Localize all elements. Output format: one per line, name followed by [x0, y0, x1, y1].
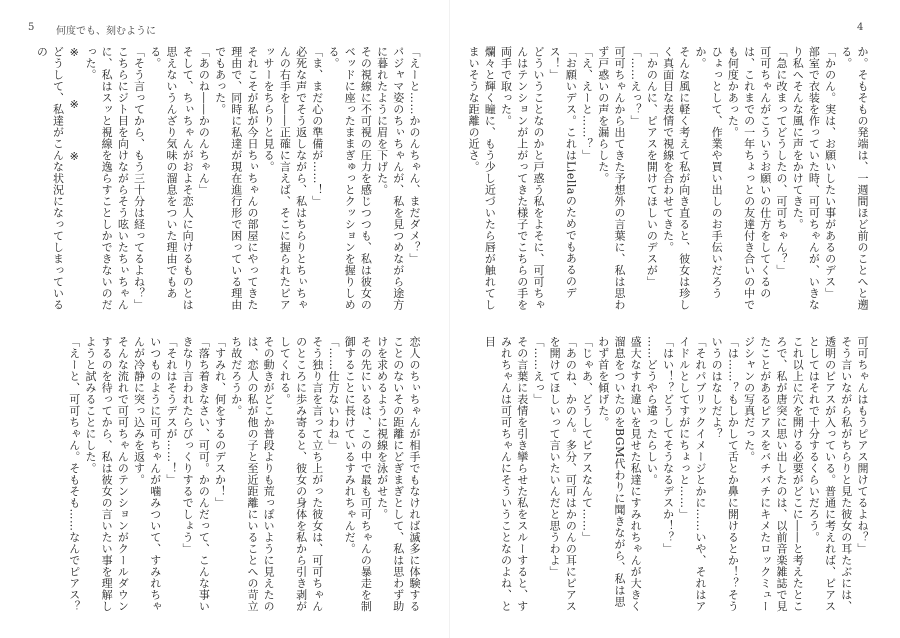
- text-line: 「落ち着きなさい、可可。かのんだって、こんな事いきなり言われたらびっくりするでしょう」: [181, 336, 211, 612]
- text-line: どういうことなのかと戸惑う私をよそに、可可ちゃんはテンションが上がってきた様子でこちらの手を両手で取った。: [499, 46, 545, 311]
- left-page-bottom-text: [32, 336, 422, 616]
- text-line: ひょっとして、作業や買い出しのお手伝いだろうか。: [693, 46, 724, 299]
- text-line: 「……仕方ないわね」: [326, 336, 340, 451]
- text-line: その視線に不可視の圧力を感じつつも、私は彼女のベッドに座ったままぎゅっとクッションを握りしめる。: [326, 46, 373, 311]
- text-line: 「あのね、かのん。多分、可可はかのんの耳にピアスを開けてほしいって言いたいんだと思うわよ」: [548, 336, 578, 612]
- text-line: 「かのん。実は、お願いしたい事があるのデス」: [823, 46, 837, 299]
- left-folio-number: 5: [28, 22, 35, 33]
- text-line: 「えーと……かのんちゃん、まだダメ？」: [408, 46, 421, 265]
- text-line: その言葉に表情を引き攣らせた私をスルーすると、すみれちゃんは可可ちゃんにそういうことなのよね、と目: [483, 336, 529, 612]
- text-line: 「かのんに、ピアスを開けてほしいのデスが」: [645, 46, 659, 288]
- text-line: いつものように可可ちゃんが噛みついて、すみれちゃんが冷静に突っ込みを返す。: [132, 336, 162, 612]
- text-line: 可可ちゃんはもうピアス開けてるよね？」: [856, 336, 869, 555]
- text-line: 部室で衣装を作っていた時、可可ちゃんが、いきなり私へそんな風に声をかけてきた。: [791, 46, 821, 311]
- text-line: 「あのね――かのんちゃん」: [197, 46, 211, 196]
- left-page-top-text: [32, 46, 422, 314]
- text-line: ……どうやら違ったらしい。: [645, 336, 659, 486]
- text-line: どうして、私達がこんな状況になってしまっているの: [35, 46, 65, 311]
- text-line: そんな風に軽く考えて私が向き直ると、彼女は珍しく真面目な表情で視線を合わせてきた。: [661, 46, 691, 311]
- right-page-top-text: [467, 46, 870, 314]
- text-line: 「……えっ」: [531, 336, 545, 405]
- text-line: 「はい！？どうしてそうなるデスか！？」: [661, 336, 675, 555]
- text-line: パジャマ姿のちぃちゃんが、私を見つめながら途方に暮れたように眉を下げた。: [375, 46, 405, 311]
- text-line: 「それパブリックイメージとかに……いや、それはアイドルとしてすがにちょっと……」: [677, 336, 707, 612]
- running-title: 何度でも、刻むように: [56, 26, 156, 37]
- text-line: 「じゃあ、どうしてピアスなんて……」: [580, 336, 594, 543]
- text-line: 「えーと、可可ちゃん。そもそも……なんでピアス？: [67, 336, 81, 612]
- text-line: か。そもそもの発端は、一週間ほど前のことへと遡る。: [839, 46, 869, 311]
- text-line: そう言いながら私がちらりと見た彼女の耳たぶには、透明のピアスが入っている。普通に考えれば、ピアスとしてはそれで十分するくらいだろう。: [807, 336, 853, 612]
- text-line: 盛大なすれ違いを見せた私達にすみれちゃんが大きく溜息をついたのをBGM代わりに聞きながら、私は思わず首を傾げた。: [596, 336, 643, 612]
- text-line: 必死な声でそう返しながら、私はちらりとちぃちゃんの右手を――正確に言えば、そこに握られたピアッサーをちらりと見る。: [262, 46, 308, 311]
- text-line: 「急に改まってどうしたの、可可ちゃん？」: [774, 46, 788, 276]
- text-line: 「すみれ、何をするのデスか！」: [213, 336, 227, 509]
- text-line: そう独り言を言って立ち上がった彼女は、可可ちゃんのところに歩み寄ると、彼女の身体を私から引き剥がしてくれる。: [278, 336, 324, 612]
- text-line: 「ま、まだ心の準備が……！」: [310, 46, 324, 207]
- text-line: こちらにジト目を向けながらそう呟いたちぃちゃんに、私はスッと視線を逸らすことしかできないのだった。: [83, 46, 130, 311]
- text-line: そして、ちぃちゃんがおよそ恋人に向けるものとは思えないうんざり気味の溜息をついた理由でもある。: [148, 46, 195, 311]
- text-line: 爛々と輝く瞳に、もう少し近づいたら唇が触れてしまいそうな距離の近さ。: [467, 46, 497, 311]
- text-line: そんな流れで可可ちゃんのテンションがクールダウンするのを待ってから、私は彼女の言いたい事を理解しようと試みることにした。: [83, 336, 130, 612]
- text-line: 可可ちゃんがこういうお願いの仕方をしてくるのは、これまでの一年ちょっとの友達付き合いの中でも何度かあった。: [726, 46, 772, 311]
- text-line: 「……えっ？」: [629, 46, 643, 127]
- text-line: 「え、えーと……？」: [580, 46, 594, 161]
- right-page-bottom-text: [478, 336, 870, 616]
- right-folio-number: 4: [857, 22, 864, 33]
- text-line: その先にいるは、この中で最も可可ちゃんの暴走を制御することに長けているすみれちゃんだ。: [343, 336, 373, 612]
- text-line: 恋人のちぃちゃんが相手でもなければ滅多に体験することのないその距離にどぎまぎとして、私は思わず助けを求めるように視線を泳がせた。: [375, 336, 421, 612]
- text-line: 可可ちゃんから出てきた予想外の言葉に、私は思わず戸惑いの声を漏らした。: [596, 46, 626, 311]
- right-page: [450, 0, 900, 638]
- scene-break: ※ ※ ※: [67, 46, 81, 177]
- text-line: これ以上に穴を開ける必要がどこに――と考えたところで、私が唐突に思い出したのは、以前音楽雑誌で見たことがあるピアスをバチバチにキメたロックミュージシャンの写真だった。: [742, 336, 805, 612]
- text-line: 「は……？もしかして舌とか鼻に開けるとか！？そういうのはなしだよ？: [710, 336, 740, 612]
- text-line: その動きがどこか普段よりも荒っぽいように見えたのは、恋人の私が他の子と至近距離にいることへの苛立ち故だろうか。: [229, 336, 276, 612]
- text-line: それこそが私が今日ちぃちゃんの部屋にやってきた理由で、同時に私達が現在進行形で困っている理由でもあった。: [213, 46, 259, 311]
- text-line: 「それはそうデスが……！」: [164, 336, 178, 486]
- text-line: 「そう言ってから、もう三十分は経ってるよね？」: [132, 46, 146, 311]
- text-line: 「お願いデス。これはLiellaのためでもあるのデス！」: [548, 46, 578, 299]
